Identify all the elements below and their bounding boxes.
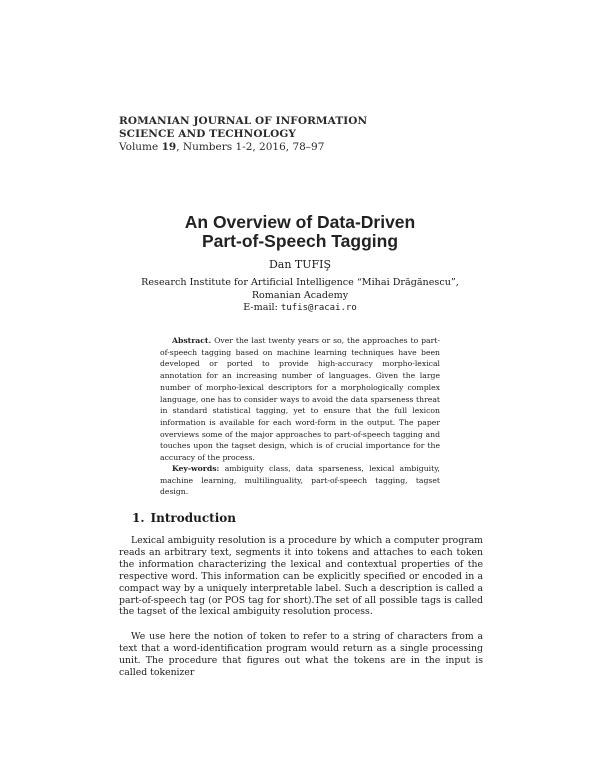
section-heading — [132, 511, 236, 525]
volume-number: 19 — [161, 141, 177, 153]
affiliation — [100, 277, 500, 315]
keywords — [160, 463, 440, 498]
journal-name-line2: SCIENCE AND TECHNOLOGY — [119, 128, 297, 140]
abstract — [160, 335, 440, 464]
section-title: Introduction — [150, 511, 236, 525]
keywords-label: Key-words: — [172, 464, 220, 473]
journal-volume — [119, 141, 499, 154]
body-paragraph-2: We use here the notion of token to refer to a string of characters from a text that a word-identification program would return as a single processing unit. The procedure that figures out what the tokens are in the input is called tokenizer — [119, 631, 483, 678]
email-address: tufis@racai.ro — [280, 303, 357, 313]
paper-title — [100, 213, 500, 251]
journal-header — [119, 115, 499, 154]
affiliation-line1: Research Institute for Artificial Intelligence “Mihai Drăgănescu”, — [141, 277, 459, 288]
author-name: Dan TUFIŞ — [268, 258, 332, 271]
email-label: E-mail: — [243, 302, 281, 313]
keywords-text: ambiguity class, data sparseness, lexical ambiguity, machine learning, multilinguality, part-of-speech tagging, tagset design. — [160, 464, 440, 497]
email-line — [100, 302, 500, 315]
title-line2: Part-of-Speech Tagging — [201, 231, 399, 251]
abstract-label: Abstract. — [172, 336, 212, 345]
volume-suffix: , Numbers 1-2, 2016, 78–97 — [176, 141, 325, 153]
title-line1: An Overview of Data-Driven — [184, 212, 416, 232]
affiliation-line2: Romanian Academy — [251, 289, 349, 301]
journal-name-line1: ROMANIAN JOURNAL OF INFORMATION — [119, 115, 368, 127]
body-paragraph-1: Lexical ambiguity resolution is a procedure by which a computer program reads an arbitrary text, segments it into tokens and attaches to each token the information characterizing the lexical and contextual properties of the respective word. This information can be explicitly specified or encoded in a compact way by a uniquely interpretable label. Such a description is called a part-of-speech tag (or POS tag for short).The set of all possible tags is called the tagset of the lexical ambiguity resolution process. — [119, 535, 483, 618]
abstract-text: Over the last twenty years or so, the approaches to part-of-speech tagging based on machine learning techniques have been developed or ported to provide high-accuracy morpho-lexical annotation for an increasing number of languages. Given the large number of morpho-lexical descriptors for a morphologically complex language, one has to consider ways to avoid the data sparseness threat in standard statistical tagging, yet to ensure that the full lexicon information is available for each word-form in the output. The paper overviews some of the major approaches to part-of-speech tagging and touches upon the tagset design, which is of crucial importance for the accuracy of the process. — [160, 336, 440, 463]
section-number: 1. — [132, 511, 145, 525]
volume-prefix: Volume — [119, 141, 162, 153]
